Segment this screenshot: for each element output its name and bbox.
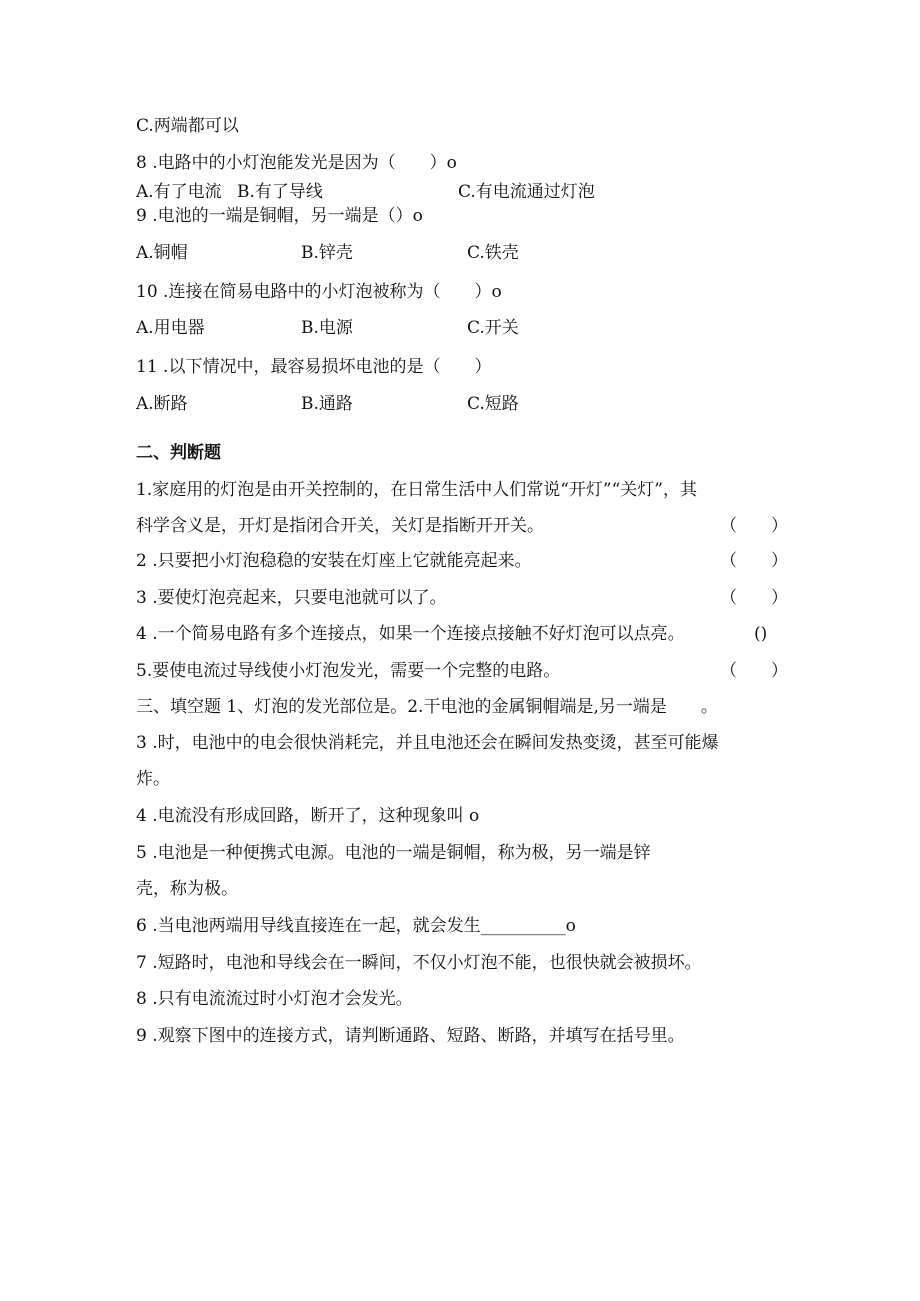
q10-stem: 10 .连接在简易电路中的小灯泡被称为（ ）o: [136, 282, 502, 302]
tf-q5: [136, 659, 788, 683]
fill-q7: 7 .短路时，电池和导线会在一瞬间，不仅小灯泡不能，也很快就会被损坏。: [136, 953, 702, 973]
fill-heading-line: 三、填空题 1、灯泡的发光部位是。2.干电池的金属铜帽端是,另一端是 。: [136, 697, 718, 717]
tf-q1-text: 科学含义是，开灯是指闭合开关，关灯是指断开开关。: [136, 516, 544, 536]
q9-option-b: B.锌壳: [301, 243, 353, 263]
tf-q4: [136, 622, 768, 646]
tf-q2-text: 2 .只要把小灯泡稳稳的安装在灯座上它就能亮起来。: [136, 551, 532, 571]
tf-q4-text: 4 .一个简易电路有多个连接点，如果一个连接点接触不好灯泡可以点亮。: [136, 624, 685, 644]
q8-option-a: A.有了电流: [136, 182, 222, 202]
q11-option-b: B.通路: [301, 394, 353, 414]
tf-q4-answer-paren: (): [754, 624, 768, 644]
fill-q3-line2: 炸。: [136, 769, 170, 789]
fill-q4: 4 .电流没有形成回路，断开了，这种现象叫 o: [136, 806, 480, 826]
q9-option-c: C.铁壳: [467, 243, 519, 263]
q9-option-a: A.铜帽: [136, 243, 188, 263]
q11-option-c: C.短路: [467, 394, 519, 414]
q10-option-a: A.用电器: [136, 318, 205, 338]
q8-option-b: B.有了导线: [237, 182, 323, 202]
q8-option-c: C.有电流通过灯泡: [458, 182, 595, 202]
fill-q6: 6 .当电池两端用导线直接连在一起，就会发生__________o: [136, 916, 576, 936]
tf-q5-answer-paren: （ ）: [720, 661, 788, 681]
tf-q2: [136, 549, 788, 573]
tf-q1-answer-paren: （ ）: [720, 516, 788, 536]
tf-q3-text: 3 .要使灯泡亮起来，只要电池就可以了。: [136, 588, 447, 608]
fill-q5-line1: 5 .电池是一种便携式电源。电池的一端是铜帽，称为极，另一端是锌: [136, 843, 651, 863]
fill-q8: 8 .只有电流流过时小灯泡才会发光。: [136, 989, 413, 1009]
tf-q3-answer-paren: （ ）: [720, 588, 788, 608]
fill-q3-line1: 3 .时，电池中的电会很快消耗完，并且电池还会在瞬间发热变烫，甚至可能爆: [136, 733, 719, 753]
fill-q5-line2: 壳，称为极。: [136, 879, 238, 899]
q9-stem: 9 .电池的一端是铜帽，另一端是（）o: [136, 206, 423, 226]
tf-q2-answer-paren: （ ）: [720, 551, 788, 571]
tf-q3: [136, 586, 788, 610]
q10-option-b: B.电源: [301, 318, 353, 338]
q11-option-a: A.断路: [136, 394, 188, 414]
true-false-heading: 二、判断题: [136, 443, 221, 463]
tf-q5-text: 5.要使电流过导线使小灯泡发光，需要一个完整的电路。: [136, 661, 561, 681]
tf-q1-line1: 1.家庭用的灯泡是由开关控制的，在日常生活中人们常说“开灯”“关灯”，其: [136, 480, 697, 500]
fill-q9: 9 .观察下图中的连接方式，请判断通路、短路、断路，并填写在括号里。: [136, 1026, 685, 1046]
tf-q1-line2: [136, 514, 788, 538]
q8-stem: 8 .电路中的小灯泡能发光是因为（ ）o: [136, 153, 457, 173]
q10-option-c: C.开关: [467, 318, 519, 338]
q11-stem: 11 .以下情况中，最容易损坏电池的是（ ）: [136, 357, 492, 377]
q7-option-c: C.两端都可以: [136, 116, 239, 136]
